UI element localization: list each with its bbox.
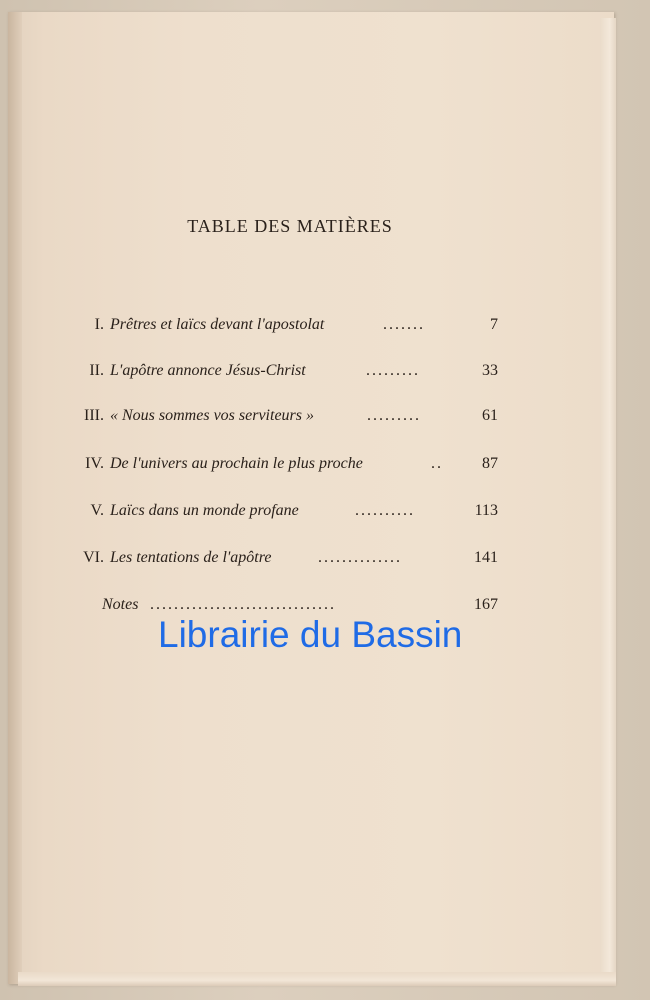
toc-entry-title: L'apôtre annonce Jésus-Christ [110, 362, 306, 379]
toc-entry-number: I. [94, 316, 104, 333]
toc-leader-dots: ............................... [150, 596, 336, 613]
toc-leader-dots: .. [431, 455, 443, 472]
toc-entry-title: De l'univers au prochain le plus proche [110, 455, 363, 472]
watermark-text: Librairie du Bassin [158, 614, 463, 655]
toc-entry-5[interactable] [70, 502, 498, 528]
book-page [8, 12, 614, 984]
toc-entry-4[interactable] [70, 455, 498, 481]
page-gutter [8, 12, 22, 984]
page-edge-bottom [18, 972, 616, 986]
toc-leader-dots: .............. [318, 549, 402, 566]
toc-entry-page: 87 [482, 455, 498, 472]
toc-leader-dots: ......... [367, 407, 421, 424]
toc-entry-page: 113 [474, 502, 498, 519]
page-title: TABLE DES MATIÈRES [187, 216, 393, 236]
toc-entry-number: IV. [85, 455, 104, 472]
toc-entry-number: III. [84, 407, 104, 424]
toc-entry-number: II. [89, 362, 104, 379]
toc-leader-dots: ....... [383, 316, 425, 333]
toc-leader-dots: ......... [366, 362, 420, 379]
toc-entry-page: 33 [482, 362, 498, 379]
toc-entry-title: Prêtres et laïcs devant l'apostolat [110, 316, 325, 333]
toc-entry-2[interactable] [70, 362, 498, 388]
toc-entry-number: V. [90, 502, 104, 519]
toc-entry-6[interactable] [70, 549, 498, 575]
toc-entry-3[interactable] [70, 407, 498, 433]
toc-entry-title: Les tentations de l'apôtre [110, 549, 272, 566]
toc-entry-title: Notes [102, 596, 139, 613]
toc-entry-page: 141 [474, 549, 498, 566]
toc-entry-page: 61 [482, 407, 498, 424]
page-edge-right [600, 18, 616, 984]
toc-entry-page: 7 [490, 316, 498, 333]
toc-leader-dots: .......... [355, 502, 415, 519]
toc-entry-number: VI. [83, 549, 104, 566]
toc-entry-1[interactable] [70, 316, 498, 342]
toc-entry-title: Laïcs dans un monde profane [110, 502, 299, 519]
toc-entry-title: « Nous sommes vos serviteurs » [110, 407, 314, 424]
toc-entry-page: 167 [474, 596, 498, 613]
